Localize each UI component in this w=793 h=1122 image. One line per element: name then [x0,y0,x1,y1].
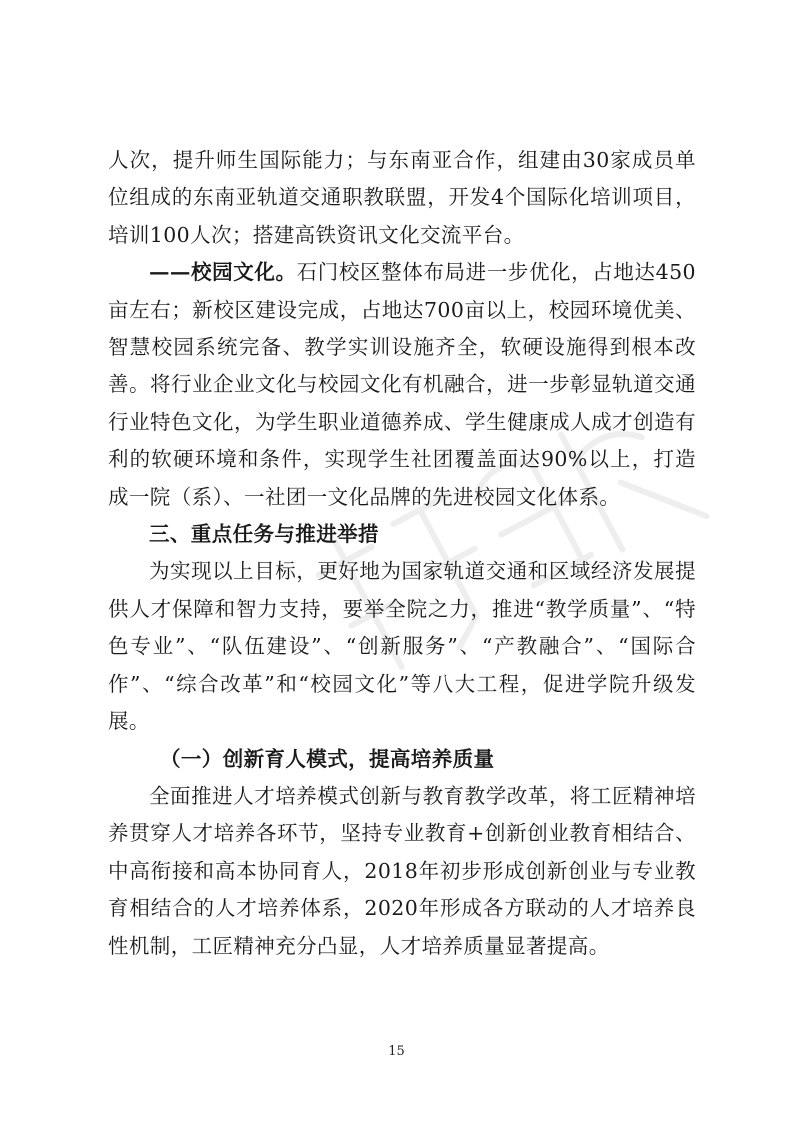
paragraph-campus-culture [108,254,696,516]
campus-culture-lead: ——校园文化。 [149,260,297,285]
paragraph-key-tasks: 为实现以上目标，更好地为国家轨道交通和区域经济发展提供人才保障和智力支持，要举全院之力，推进“教学质量”、“特色专业”、“队伍建设”、“创新服务”、“产教融合”、“国际合作”、“综合改革”和“校园文化”等八大工程，促进学院升级发展。 [108,559,696,734]
paragraph-international: 人次，提升师生国际能力；与东南亚合作，组建由30家成员单位组成的东南亚轨道交通职教联盟，开发4个国际化培训项目，培训100人次；搭建高铁资讯文化交流平台。 [108,148,696,247]
campus-culture-text: 石门校区整体布局进一步优化，占地达450亩左右；新校区建设完成，占地达700亩以上，校园环境优美、智慧校园系统完备、教学实训设施齐全，软硬设施得到根本改善。将行业企业文化与校园文化有机融合，进一步彰显轨道交通行业特色文化，为学生职业道德养成、学生健康成人成才创造有利的软硬环境和条件，实现学生社团覆盖面达90%以上，打造成一院（系）、一社团一文化品牌的先进校园文化体系。 [108,260,696,509]
paragraph-training-model: 全面推进人才培养模式创新与教育教学改革，将工匠精神培养贯穿人才培养各环节，坚持专业教育+创新创业教育相结合、中高衔接和高本协同育人，2018年初步形成创新创业与专业教育相结合的人才培养体系，2020年形成各方联动的人才培养良性机制，工匠精神充分凸显，人才培养质量显著提高。 [108,783,696,958]
page-number: 15 [388,1044,405,1059]
section-heading: 三、重点任务与推进举措 [149,522,379,547]
subsection-heading: （一）创新育人模式，提高培养质量 [160,746,495,771]
document-body [108,142,696,965]
